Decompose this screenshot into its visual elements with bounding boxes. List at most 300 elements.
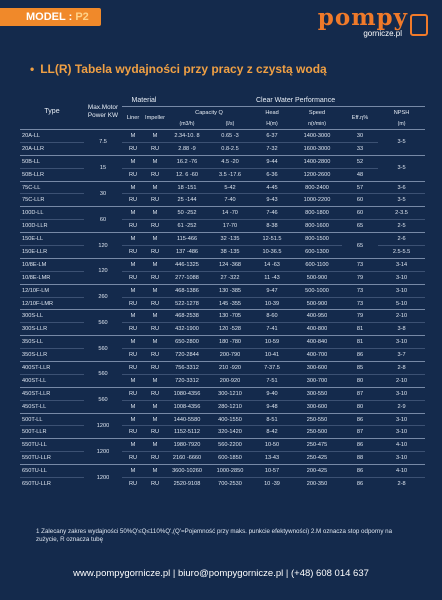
cell-type: 12/10F-LM — [20, 284, 84, 297]
cell-liner: M — [122, 400, 144, 413]
cell-ls: 17-70 — [208, 220, 252, 233]
cell-imp: RU — [144, 478, 166, 490]
cell-type: 150E-LL — [20, 233, 84, 246]
col-capacity: Capacity Q — [195, 109, 223, 116]
cell-type: 650TU-LL — [20, 465, 84, 478]
cell-liner: RU — [122, 426, 144, 439]
cell-npsh: 4-10 — [378, 439, 425, 452]
cell-power: 560 — [84, 387, 122, 413]
cell-liner: M — [122, 413, 144, 426]
cell-n: 600-1100 — [292, 258, 342, 271]
cell-npsh: 3-5 — [378, 130, 425, 156]
table-row — [20, 336, 425, 349]
cell-imp: RU — [144, 168, 166, 181]
cell-liner: RU — [122, 387, 144, 400]
cell-h: 14 -63 — [252, 258, 292, 271]
cell-q: 1440-5580 — [166, 413, 208, 426]
cell-h: 9-44 — [252, 155, 292, 168]
cell-ls: 4.5 -20 — [208, 155, 252, 168]
cell-n: 300-700 — [292, 374, 342, 387]
pump-logo-icon — [410, 14, 428, 36]
cell-npsh: 3-10 — [378, 336, 425, 349]
cell-npsh: 3-10 — [378, 426, 425, 439]
cell-eff: 88 — [342, 452, 378, 465]
cell-n: 250-425 — [292, 452, 342, 465]
cell-ls: 400-1550 — [208, 413, 252, 426]
cell-n: 800-1600 — [292, 220, 342, 233]
cell-liner: RU — [122, 323, 144, 336]
cell-eff: 60 — [342, 194, 378, 207]
cell-h: 12-51.5 — [252, 233, 292, 246]
table-row — [20, 168, 425, 181]
cell-type: 100D-LLR — [20, 220, 84, 233]
cell-type: 550TU-LLR — [20, 452, 84, 465]
cell-q: 3600-10260 — [166, 465, 208, 478]
brand-logo — [318, 6, 408, 38]
table-row — [20, 478, 425, 490]
cell-imp: M — [144, 233, 166, 246]
cell-imp: RU — [144, 220, 166, 233]
cell-npsh: 2-10 — [378, 374, 425, 387]
table-row — [20, 207, 425, 220]
cell-imp: RU — [144, 426, 166, 439]
cell-n: 1400-3000 — [292, 130, 342, 143]
table-row — [20, 155, 425, 168]
cell-eff: 85 — [342, 362, 378, 375]
cell-q: 50 -252 — [166, 207, 208, 220]
cell-q: 446-1325 — [166, 258, 208, 271]
cell-n: 800-1500 — [292, 233, 342, 246]
cell-ls: 600-1850 — [208, 452, 252, 465]
table-row — [20, 258, 425, 271]
cell-npsh: 3-10 — [378, 387, 425, 400]
cell-type: 350S-LL — [20, 336, 84, 349]
bullet-icon: • — [30, 62, 35, 76]
cell-q: 25 -144 — [166, 194, 208, 207]
cell-eff: 87 — [342, 426, 378, 439]
cell-ls: 130 -385 — [208, 284, 252, 297]
cell-npsh: 3-5 — [378, 155, 425, 181]
cell-eff: 73 — [342, 258, 378, 271]
cell-liner: M — [122, 233, 144, 246]
cell-n: 1600-3000 — [292, 142, 342, 155]
cell-imp: M — [144, 400, 166, 413]
cell-n: 300-600 — [292, 400, 342, 413]
cell-h: 8-42 — [252, 426, 292, 439]
cell-q: 2160 -6660 — [166, 452, 208, 465]
cell-n: 500-900 — [292, 297, 342, 310]
cell-eff: 86 — [342, 439, 378, 452]
cell-n: 400-950 — [292, 310, 342, 323]
cell-type: 50B-LLR — [20, 168, 84, 181]
cell-ls: 200-920 — [208, 374, 252, 387]
table-row — [20, 465, 425, 478]
cell-liner: RU — [122, 246, 144, 259]
cell-ls: 180 -780 — [208, 336, 252, 349]
col-speed: Speed — [308, 109, 326, 116]
cell-power: 1200 — [84, 465, 122, 490]
table-row — [20, 310, 425, 323]
cell-q: 18 -151 — [166, 181, 208, 194]
table-row — [20, 194, 425, 207]
col-head-unit: H(m) — [266, 120, 278, 127]
cell-ls: 3.5 -17.6 — [208, 168, 252, 181]
cell-eff: 33 — [342, 142, 378, 155]
page-title — [30, 62, 327, 76]
col-material: Material — [122, 94, 166, 107]
cell-type: 300S-LLR — [20, 323, 84, 336]
cell-npsh: 4-10 — [378, 465, 425, 478]
cell-ls: 7-40 — [208, 194, 252, 207]
cell-n: 400-800 — [292, 323, 342, 336]
performance-table-wrap — [20, 94, 425, 490]
cell-ls: 1000-2850 — [208, 465, 252, 478]
cell-eff: 52 — [342, 155, 378, 168]
cell-power: 260 — [84, 284, 122, 310]
cell-ls: 560-2200 — [208, 439, 252, 452]
cell-type: 75C-LL — [20, 181, 84, 194]
cell-n: 300-600 — [292, 362, 342, 375]
cell-imp: RU — [144, 246, 166, 259]
cell-type: 450ST-LLR — [20, 387, 84, 400]
cell-power: 1200 — [84, 413, 122, 439]
cell-q: 2.34-10. 8 — [166, 130, 208, 143]
cell-imp: RU — [144, 362, 166, 375]
cell-npsh: 2-8 — [378, 478, 425, 490]
table-row — [20, 130, 425, 143]
cell-type: 20A-LLR — [20, 142, 84, 155]
cell-type: 20A-LL — [20, 130, 84, 143]
cell-liner: M — [122, 284, 144, 297]
col-eff: Eff.η% — [351, 115, 369, 121]
cell-liner: M — [122, 130, 144, 143]
cell-npsh: 2-10 — [378, 310, 425, 323]
cell-liner: RU — [122, 297, 144, 310]
cell-eff: 57 — [342, 181, 378, 194]
cell-eff: 86 — [342, 478, 378, 490]
cell-eff: 80 — [342, 400, 378, 413]
cell-imp: RU — [144, 323, 166, 336]
cell-liner: M — [122, 439, 144, 452]
col-npsh-unit: (m) — [397, 120, 406, 127]
cell-h: 10-41 — [252, 349, 292, 362]
cell-q: 12. 6 -60 — [166, 168, 208, 181]
cell-npsh: 3-10 — [378, 413, 425, 426]
col-type: Type — [44, 108, 60, 115]
cell-power: 120 — [84, 258, 122, 284]
cell-imp: M — [144, 413, 166, 426]
table-row — [20, 426, 425, 439]
performance-table — [20, 94, 425, 490]
cell-n: 200-425 — [292, 465, 342, 478]
cell-q: 115-466 — [166, 233, 208, 246]
cell-imp: RU — [144, 387, 166, 400]
cell-ls: 210 -920 — [208, 362, 252, 375]
table-row — [20, 452, 425, 465]
cell-npsh: 3-10 — [378, 452, 425, 465]
cell-type: 500T-LL — [20, 413, 84, 426]
title-text: LL(R) Tabela wydajności przy pracy z czystą wodą — [40, 62, 327, 76]
cell-type: 400ST-LL — [20, 374, 84, 387]
cell-q: 61 -252 — [166, 220, 208, 233]
cell-q: 468-1386 — [166, 284, 208, 297]
table-row — [20, 387, 425, 400]
cell-eff: 65 — [342, 220, 378, 233]
model-label: MODEL : — [26, 11, 73, 23]
cell-imp: RU — [144, 349, 166, 362]
cell-ls: 120 -528 — [208, 323, 252, 336]
cell-npsh: 2-6 — [378, 233, 425, 246]
cell-npsh: 3-8 — [378, 323, 425, 336]
footnote: 1 Zalecany zakres wydajności 50%Q'≤Q≤110%Q',(Q'=Pojemność przy maks. punkcie efektywności) 2.M oznacza stop odporny na zużycie, R oznacza tubę — [36, 528, 393, 544]
cell-liner: M — [122, 181, 144, 194]
col-ls: (l/s) — [225, 120, 235, 127]
cell-type: 650TU-LLR — [20, 478, 84, 490]
cell-n: 1000-2200 — [292, 194, 342, 207]
cell-imp: RU — [144, 452, 166, 465]
col-speed-unit: n(r/min) — [308, 120, 326, 127]
cell-q: 1980-7920 — [166, 439, 208, 452]
model-value: P2 — [75, 11, 89, 23]
cell-q: 720-3312 — [166, 374, 208, 387]
cell-h: 9-47 — [252, 284, 292, 297]
cell-imp: M — [144, 181, 166, 194]
cell-h: 9-43 — [252, 194, 292, 207]
cell-ls: 300-1210 — [208, 387, 252, 400]
cell-ls: 27 -322 — [208, 271, 252, 284]
cell-liner: RU — [122, 168, 144, 181]
table-row — [20, 233, 425, 246]
table-row — [20, 284, 425, 297]
cell-eff: 80 — [342, 374, 378, 387]
cell-n: 250-475 — [292, 439, 342, 452]
cell-liner: RU — [122, 194, 144, 207]
cell-q: 2.88 -9 — [166, 142, 208, 155]
cell-imp: RU — [144, 271, 166, 284]
cell-q: 522-1278 — [166, 297, 208, 310]
cell-h: 9-40 — [252, 387, 292, 400]
cell-npsh: 3-10 — [378, 284, 425, 297]
cell-liner: RU — [122, 478, 144, 490]
cell-eff: 60 — [342, 207, 378, 220]
cell-ls: 280-1210 — [208, 400, 252, 413]
contact-footer: www.pompygornicze.pl | biuro@pompygornicze.pl | (+48) 608 014 637 — [73, 568, 369, 579]
table-row — [20, 297, 425, 310]
cell-power: 1200 — [84, 439, 122, 465]
cell-type: 12/10F-LMR — [20, 297, 84, 310]
cell-eff: 81 — [342, 336, 378, 349]
cell-n: 200-350 — [292, 478, 342, 490]
cell-h: 8-38 — [252, 220, 292, 233]
cell-type: 10/8E-LM — [20, 258, 84, 271]
model-badge — [0, 8, 101, 26]
cell-q: 2520-9108 — [166, 478, 208, 490]
table-row — [20, 374, 425, 387]
cell-imp: RU — [144, 297, 166, 310]
cell-imp: RU — [144, 194, 166, 207]
cell-power: 560 — [84, 362, 122, 388]
table-row — [20, 400, 425, 413]
cell-power: 15 — [84, 155, 122, 181]
cell-type: 450ST-LL — [20, 400, 84, 413]
table-row — [20, 181, 425, 194]
cell-n: 500-1000 — [292, 284, 342, 297]
cell-npsh: 2-8 — [378, 362, 425, 375]
cell-q: 137 -486 — [166, 246, 208, 259]
cell-ls: 145 -355 — [208, 297, 252, 310]
cell-type: 75C-LLR — [20, 194, 84, 207]
cell-q: 1152-5112 — [166, 426, 208, 439]
col-m3h: (m3/h) — [179, 120, 195, 127]
cell-n: 1200-2600 — [292, 168, 342, 181]
cell-power: 560 — [84, 336, 122, 362]
cell-h: 8-51 — [252, 413, 292, 426]
cell-eff: 87 — [342, 387, 378, 400]
cell-n: 1400-2800 — [292, 155, 342, 168]
logo-brand: pompy — [317, 4, 408, 31]
col-power: Max.Motor Power KW — [87, 104, 119, 119]
cell-h: 7-41 — [252, 323, 292, 336]
cell-npsh: 3-14 — [378, 258, 425, 271]
cell-eff: 86 — [342, 349, 378, 362]
cell-liner: RU — [122, 142, 144, 155]
cell-imp: M — [144, 465, 166, 478]
cell-type: 550TU-LL — [20, 439, 84, 452]
cell-liner: M — [122, 336, 144, 349]
cell-n: 250-550 — [292, 413, 342, 426]
col-liner: Liner — [126, 115, 140, 121]
cell-type: 50B-LL — [20, 155, 84, 168]
cell-liner: RU — [122, 271, 144, 284]
cell-imp: M — [144, 207, 166, 220]
cell-npsh: 3-5 — [378, 194, 425, 207]
col-npsh: NPSH — [393, 109, 410, 116]
cell-n: 800-2400 — [292, 181, 342, 194]
cell-eff: 79 — [342, 310, 378, 323]
table-row — [20, 220, 425, 233]
table-row — [20, 439, 425, 452]
cell-ls: 130 -705 — [208, 310, 252, 323]
cell-h: 10 -39 — [252, 478, 292, 490]
cell-n: 600-1300 — [292, 246, 342, 259]
cell-liner: M — [122, 258, 144, 271]
cell-h: 13-43 — [252, 452, 292, 465]
cell-liner: M — [122, 374, 144, 387]
cell-ls: 38 -135 — [208, 246, 252, 259]
cell-power: 120 — [84, 233, 122, 259]
cell-n: 300-550 — [292, 387, 342, 400]
col-impeller: Impeller — [145, 115, 165, 121]
cell-h: 7-51 — [252, 374, 292, 387]
cell-ls: 0.65 -3 — [208, 130, 252, 143]
cell-h: 10-59 — [252, 336, 292, 349]
cell-q: 1080-4356 — [166, 387, 208, 400]
cell-npsh: 3-10 — [378, 271, 425, 284]
cell-q: 468-2538 — [166, 310, 208, 323]
cell-eff: 73 — [342, 297, 378, 310]
cell-ls: 124 -368 — [208, 258, 252, 271]
table-row — [20, 413, 425, 426]
cell-npsh: 2.5-5.5 — [378, 246, 425, 259]
cell-eff: 73 — [342, 284, 378, 297]
cell-eff: 86 — [342, 465, 378, 478]
cell-liner: RU — [122, 349, 144, 362]
cell-type: 10/8E-LMR — [20, 271, 84, 284]
cell-h: 7-37.5 — [252, 362, 292, 375]
cell-npsh: 2-9 — [378, 400, 425, 413]
cell-q: 432-1900 — [166, 323, 208, 336]
cell-npsh: 3-6 — [378, 181, 425, 194]
cell-type: 150E-LLR — [20, 246, 84, 259]
cell-n: 250-500 — [292, 426, 342, 439]
cell-eff: 79 — [342, 271, 378, 284]
cell-ls: 14 -70 — [208, 207, 252, 220]
cell-h: 9-48 — [252, 400, 292, 413]
cell-ls: 0.8-2.5 — [208, 142, 252, 155]
cell-imp: M — [144, 310, 166, 323]
cell-q: 650-2800 — [166, 336, 208, 349]
cell-q: 1008-4356 — [166, 400, 208, 413]
cell-imp: RU — [144, 142, 166, 155]
cell-imp: M — [144, 258, 166, 271]
cell-ls: 200-790 — [208, 349, 252, 362]
cell-eff: 48 — [342, 168, 378, 181]
cell-ls: 5-42 — [208, 181, 252, 194]
cell-npsh: 3-7 — [378, 349, 425, 362]
cell-ls: 320-1420 — [208, 426, 252, 439]
cell-n: 400-840 — [292, 336, 342, 349]
cell-type: 400ST-LLR — [20, 362, 84, 375]
cell-eff: 81 — [342, 323, 378, 336]
col-head: Head — [265, 109, 279, 116]
cell-ls: 700-2530 — [208, 478, 252, 490]
cell-power: 7.5 — [84, 130, 122, 156]
table-row — [20, 142, 425, 155]
cell-q: 720-2844 — [166, 349, 208, 362]
cell-q: 756-3312 — [166, 362, 208, 375]
cell-h: 6-37 — [252, 130, 292, 143]
cell-h: 10-36.5 — [252, 246, 292, 259]
cell-ls: 32 -135 — [208, 233, 252, 246]
cell-imp: M — [144, 374, 166, 387]
cell-h: 4-45 — [252, 181, 292, 194]
cell-type: 300S-LL — [20, 310, 84, 323]
cell-liner: M — [122, 310, 144, 323]
cell-imp: M — [144, 130, 166, 143]
cell-n: 800-1800 — [292, 207, 342, 220]
cell-imp: M — [144, 439, 166, 452]
cell-h: 10-57 — [252, 465, 292, 478]
cell-h: 7-46 — [252, 207, 292, 220]
cell-liner: M — [122, 207, 144, 220]
cell-h: 7-32 — [252, 142, 292, 155]
cell-liner: RU — [122, 362, 144, 375]
cell-eff: 65 — [342, 233, 378, 259]
cell-npsh: 2-5 — [378, 220, 425, 233]
cell-power: 30 — [84, 181, 122, 207]
cell-liner: M — [122, 465, 144, 478]
col-clear-water: Clear Water Performance — [166, 94, 425, 107]
cell-eff: 30 — [342, 130, 378, 143]
cell-power: 560 — [84, 310, 122, 336]
cell-imp: M — [144, 284, 166, 297]
cell-npsh: 5-10 — [378, 297, 425, 310]
cell-n: 500-900 — [292, 271, 342, 284]
cell-liner: RU — [122, 452, 144, 465]
cell-liner: M — [122, 155, 144, 168]
cell-type: 350S-LLR — [20, 349, 84, 362]
cell-power: 60 — [84, 207, 122, 233]
